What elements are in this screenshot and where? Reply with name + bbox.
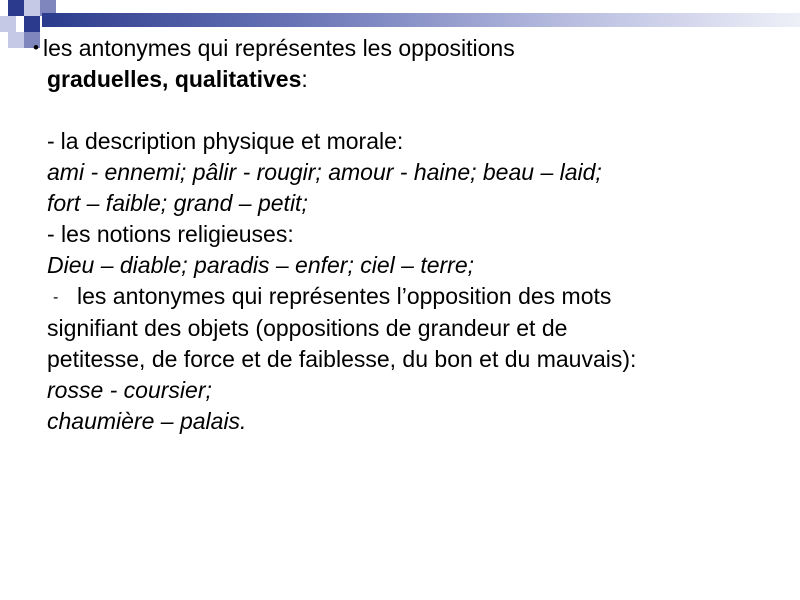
section1-examples-1: ami - ennemi; pâlir - rougir; amour - haine; beau – laid; bbox=[47, 159, 602, 185]
section2-examples: Dieu – diable; paradis – enfer; ciel – terre; bbox=[47, 252, 475, 278]
section3-line-1 bbox=[33, 281, 773, 313]
heading-bold-text: graduelles, qualitatives bbox=[47, 66, 302, 92]
heading-colon: : bbox=[301, 66, 308, 92]
section3-example-1: rosse - coursier; bbox=[47, 377, 212, 403]
slide-body bbox=[33, 32, 773, 437]
section1-title bbox=[33, 126, 773, 157]
header-gradient-bar bbox=[42, 13, 800, 27]
section1-examples-2: fort – faible; grand – petit; bbox=[47, 190, 308, 216]
section1-title-text: la description physique et morale: bbox=[60, 128, 404, 154]
section3-line-1-text: les antonymes qui représentes l’opposition des mots bbox=[77, 283, 612, 309]
heading-text: les antonymes qui représentes les oppositions bbox=[42, 35, 515, 61]
heading-line-2 bbox=[33, 64, 773, 95]
dash-icon: - bbox=[53, 289, 59, 306]
decor-square bbox=[24, 16, 40, 32]
heading-line-1 bbox=[33, 32, 773, 64]
section3-line-3: petitesse, de force et de faiblesse, du bon et du mauvais): bbox=[47, 346, 637, 372]
decor-square bbox=[8, 0, 24, 16]
section3-example-2: chaumière – palais. bbox=[47, 408, 247, 434]
decor-square bbox=[8, 32, 24, 48]
dash-icon: - bbox=[47, 128, 55, 154]
section2-title: - les notions religieuses: bbox=[47, 221, 294, 247]
bullet-icon: • bbox=[33, 38, 39, 57]
decor-square bbox=[0, 16, 16, 32]
section3-line-2: signifiant des objets (oppositions de grandeur et de bbox=[47, 315, 568, 341]
spacer bbox=[33, 95, 773, 126]
decor-square bbox=[24, 0, 40, 16]
